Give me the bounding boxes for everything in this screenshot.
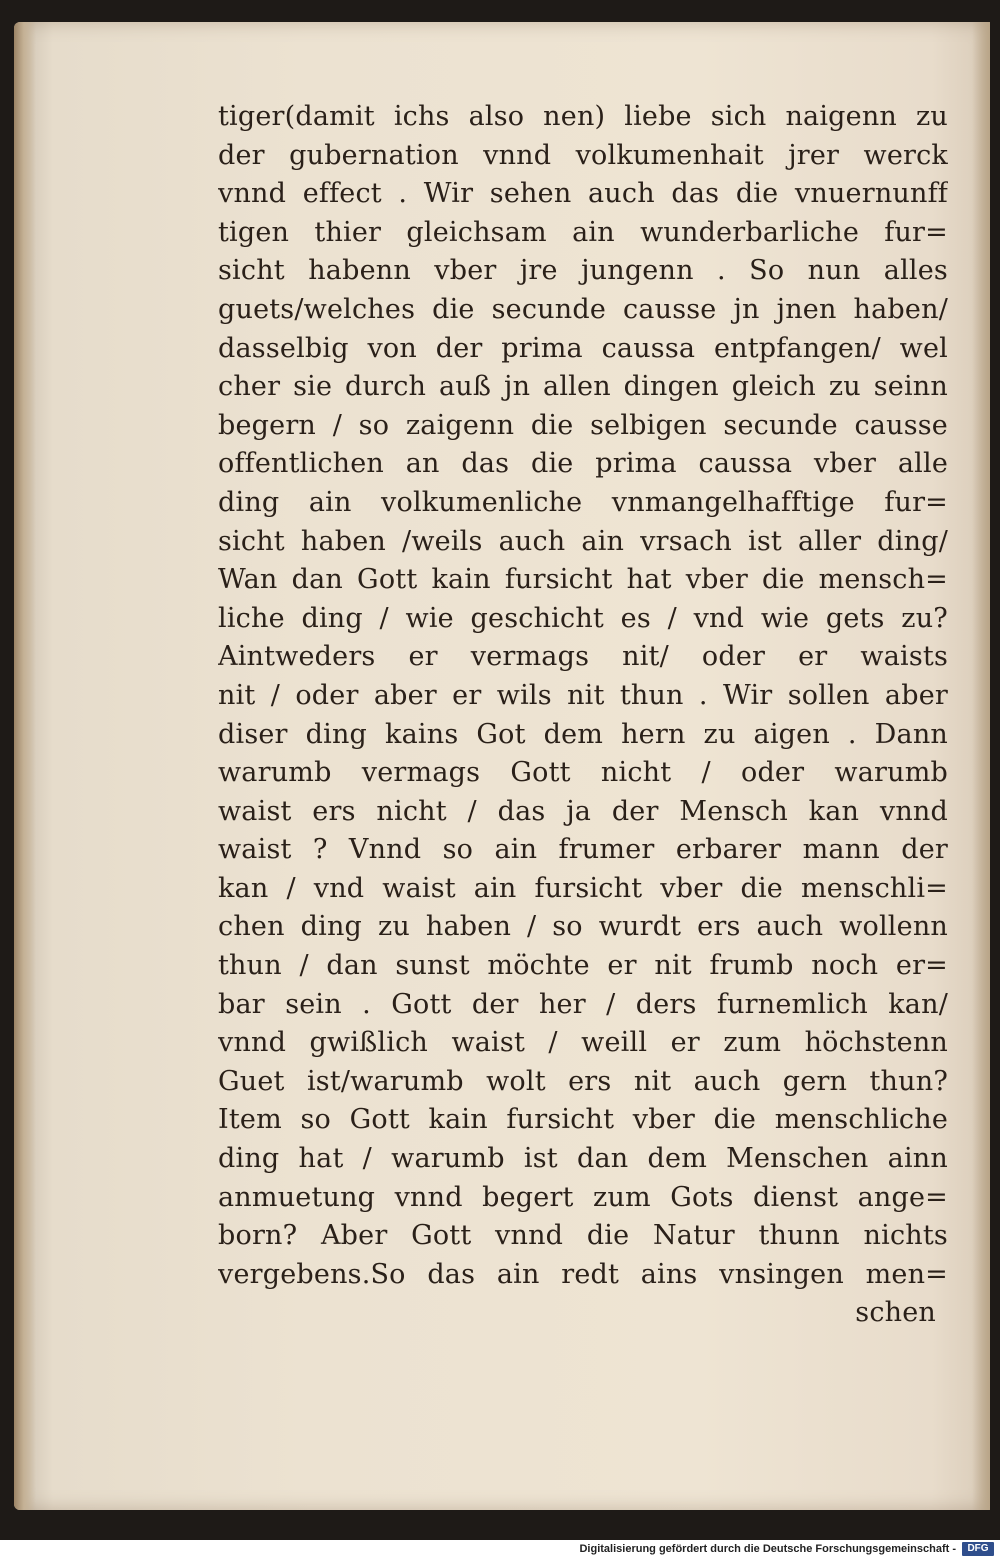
text-line: tiger(damit ichs also nen) liebe sich naigenn zu [218,101,948,132]
page-text [218,98,948,1333]
page-edge-shadow [972,22,990,1510]
text-line: waist ers nicht / das ja der Mensch kan vnnd [218,795,948,827]
text-line: kan / vnd waist ain fursicht vber die menschli= [218,872,948,904]
text-line: Wan dan Gott kain fursicht hat vber die mensch= [218,564,948,596]
text-line: offentlichen an das die prima caussa vber alle [218,448,948,480]
text-line: Item so Gott kain fursicht vber die menschliche [218,1104,948,1136]
dfg-logo: DFG [962,1542,994,1556]
text-line: Guet ist/warumb wolt ers nit auch gern thun? [218,1065,948,1097]
funding-credit: Digitalisierung gefördert durch die Deutsche Forschungsgemeinschaft - [579,1543,956,1555]
text-line: begern / so zaigenn die selbigen secunde causse [218,409,948,441]
text-line: Aintweders er vermags nit/ oder er waists [218,641,948,673]
text-line: born? Aber Gott vnnd die Natur thunn nichts [218,1220,948,1252]
text-line: diser ding kains Got dem hern zu aigen . Dann [218,718,948,750]
text-line: liche ding / wie geschicht es / vnd wie gets zu? [218,602,948,634]
text-line: anmuetung vnnd begert zum Gots dienst ange= [218,1181,948,1213]
text-line: warumb vermags Gott nicht / oder warumb [218,757,948,789]
text-line: vnnd gwißlich waist / weill er zum höchstenn [218,1027,948,1059]
text-line: tigen thier gleichsam ain wunderbarliche fur= [218,216,948,248]
text-line: sicht haben /weils auch ain vrsach ist aller ding/ [218,525,948,557]
text-line: nit / oder aber er wils nit thun . Wir sollen aber [218,679,948,711]
text-line: sicht habenn vber jre jungenn . So nun alles [218,255,948,287]
text-line: waist ? Vnnd so ain frumer erbarer mann der [218,834,948,866]
text-line: cher sie durch auß jn allen dingen gleich zu seinn [218,371,948,403]
text-line: der gubernation vnnd volkumenhait jrer werck [218,139,948,171]
text-line: vnnd effect . Wir sehen auch das die vnuernunff [218,178,948,210]
text-line: ding ain volkumenliche vnmangelhafftige fur= [218,486,948,518]
catchword: schen [855,1297,936,1329]
text-line: chen ding zu haben / so wurdt ers auch wollenn [218,911,948,943]
text-line: vergebens.So das ain redt ains vnsingen men= [218,1258,948,1290]
page-gutter-shadow [14,22,36,1510]
text-line: thun / dan sunst möchte er nit frumb noch er= [218,950,948,982]
text-line: dasselbig von der prima caussa entpfangen/ wel [218,332,948,364]
text-line: bar sein . Gott der her / ders furnemlich kan/ [218,988,948,1020]
text-line: guets/welches die secunde causse jn jnen haben/ [218,293,948,325]
text-line: ding hat / warumb ist dan dem Menschen ainn [218,1143,948,1175]
